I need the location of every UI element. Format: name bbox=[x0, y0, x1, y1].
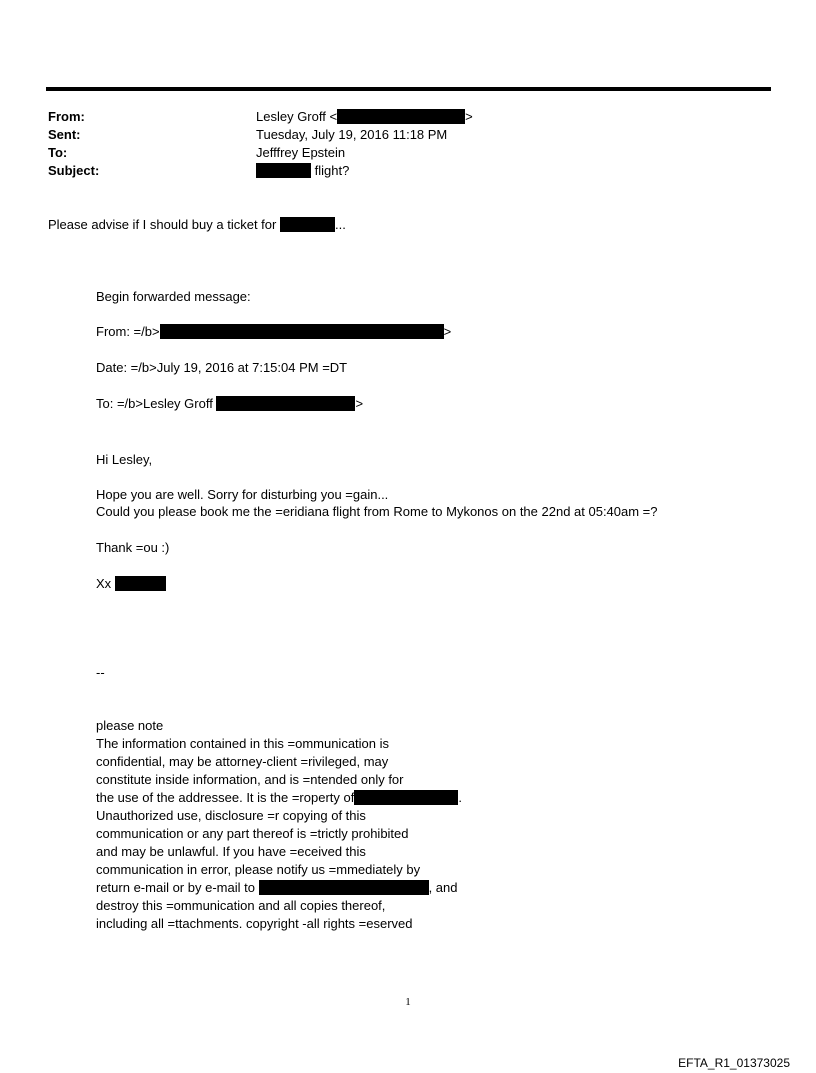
subject-text: flight? bbox=[314, 163, 350, 178]
to-value: Jefffrey Epstein bbox=[256, 145, 346, 160]
forward-to bbox=[96, 395, 363, 413]
intro-line bbox=[48, 216, 346, 234]
forward-from bbox=[96, 323, 451, 341]
forward-date: Date: =/b>July 19, 2016 at 7:15:04 PM =DT bbox=[96, 360, 348, 375]
intro-end: ... bbox=[334, 217, 346, 232]
disclaimer-line-end: , and bbox=[428, 880, 458, 895]
disclaimer-line-text: return e-mail or by e-mail to bbox=[96, 880, 255, 895]
page-number: 1 bbox=[405, 996, 411, 1008]
disclaimer-line: constitute inside information, and is =ntended only for bbox=[96, 772, 404, 787]
signoff-text: Xx bbox=[96, 576, 112, 591]
disclaimer-line: including all =ttachments. copyright -all rights =eserved bbox=[96, 916, 413, 931]
document-id: EFTA_R1_01373025 bbox=[678, 1056, 790, 1070]
signoff-line bbox=[96, 575, 166, 593]
redaction-box bbox=[160, 324, 444, 339]
from-value bbox=[256, 108, 473, 126]
separator: -- bbox=[96, 665, 105, 680]
disclaimer-line: confidential, may be attorney-client =rivileged, may bbox=[96, 754, 389, 769]
disclaimer bbox=[96, 717, 462, 933]
sent-label: Sent: bbox=[48, 127, 81, 142]
redaction-box bbox=[259, 880, 429, 895]
forward-to-text: To: =/b>Lesley Groff bbox=[96, 396, 213, 411]
paragraph-line-1: Hope you are well. Sorry for disturbing you =gain... bbox=[96, 487, 389, 502]
disclaimer-line: The information contained in this =ommunication is bbox=[96, 736, 390, 751]
redaction-box bbox=[216, 396, 355, 411]
header-rule bbox=[46, 87, 771, 91]
forward-from-text: From: =/b> bbox=[96, 324, 160, 339]
disclaimer-line bbox=[96, 879, 462, 897]
from-close: > bbox=[465, 109, 473, 124]
subject-label: Subject: bbox=[48, 163, 100, 178]
forward-to-close: > bbox=[355, 396, 364, 411]
redaction-box bbox=[256, 163, 311, 178]
intro-text: Please advise if I should buy a ticket for bbox=[48, 217, 277, 232]
sent-value: Tuesday, July 19, 2016 11:18 PM bbox=[256, 127, 448, 142]
forward-from-close: > bbox=[443, 324, 452, 339]
disclaimer-line: communication or any part thereof is =trictly prohibited bbox=[96, 826, 409, 841]
disclaimer-line: destroy this =ommunication and all copies thereof, bbox=[96, 898, 386, 913]
greeting: Hi Lesley, bbox=[96, 452, 153, 467]
forward-header: Begin forwarded message: bbox=[96, 289, 251, 304]
disclaimer-line: communication in error, please notify us =mmediately by bbox=[96, 862, 421, 877]
from-name: Lesley Groff < bbox=[256, 109, 338, 124]
subject-value bbox=[256, 162, 349, 180]
disclaimer-line-end: . bbox=[458, 790, 462, 805]
redaction-box bbox=[337, 109, 465, 124]
redaction-box bbox=[115, 576, 166, 591]
from-label: From: bbox=[48, 109, 85, 124]
paragraph-line-2: Could you please book me the =eridiana flight from Rome to Mykonos on the 22nd at 05:40am =? bbox=[96, 504, 658, 519]
redaction-box bbox=[354, 790, 458, 805]
disclaimer-line: and may be unlawful. If you have =eceived this bbox=[96, 844, 366, 859]
redaction-box bbox=[280, 217, 335, 232]
disclaimer-line: please note bbox=[96, 718, 164, 733]
disclaimer-line: Unauthorized use, disclosure =r copying of this bbox=[96, 808, 366, 823]
to-label: To: bbox=[48, 145, 68, 160]
disclaimer-line bbox=[96, 789, 462, 807]
disclaimer-line-text: the use of the addressee. It is the =roperty of bbox=[96, 790, 355, 805]
thanks-line: Thank =ou :) bbox=[96, 540, 170, 555]
